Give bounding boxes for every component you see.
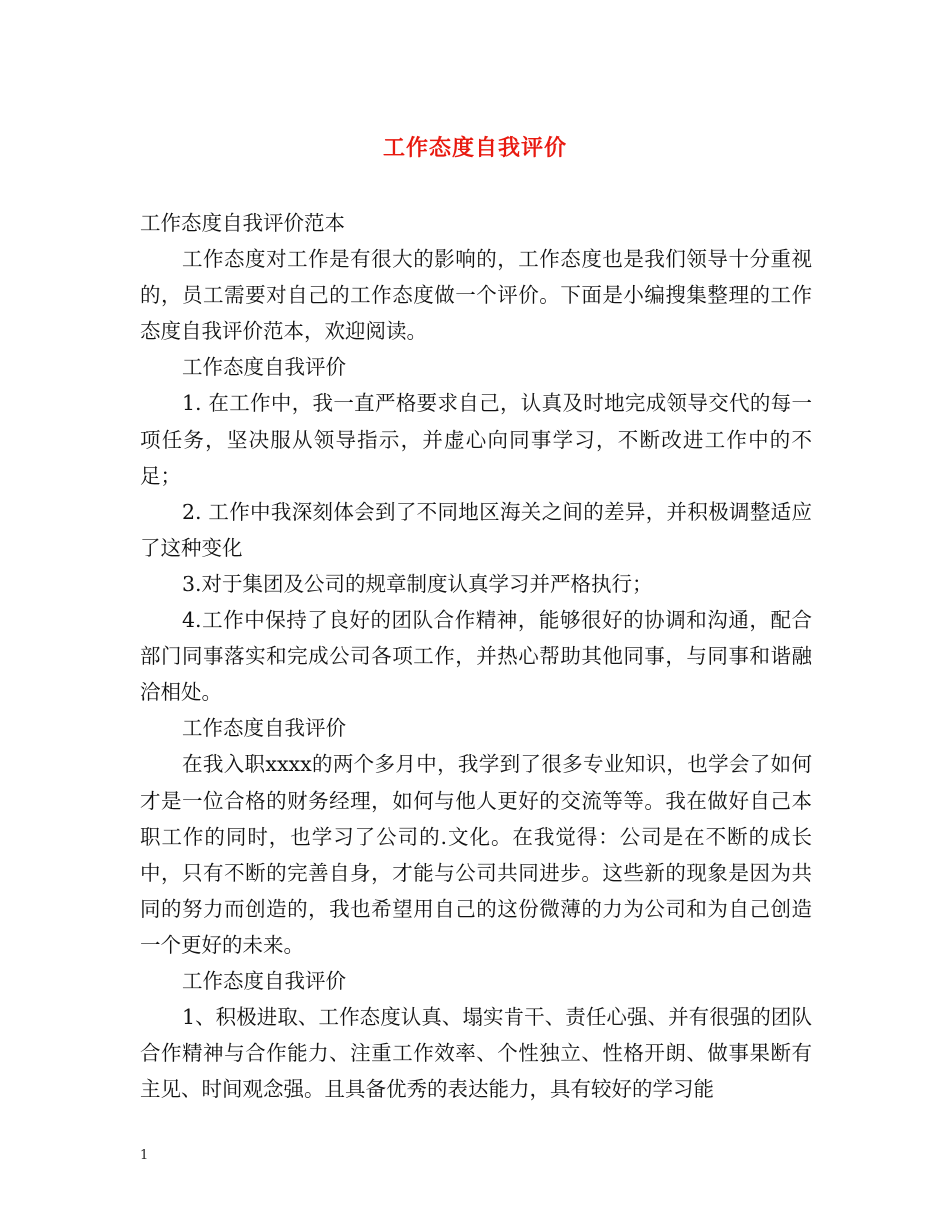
list-item-2: 2. 工作中我深刻体会到了不同地区海关之间的差异，并积极调整适应了这种变化 [140, 499, 812, 560]
document-title: 工作态度自我评价 [382, 135, 567, 161]
list-item-4: 4.工作中保持了良好的团队合作精神，能够很好的协调和沟通，配合部门同事落实和完成公司各项工作，并热心帮助其他同事，与同事和谐融洽相处。 [140, 608, 812, 705]
section-heading-2: 工作态度自我评价 [182, 716, 346, 741]
list-item-1: 1. 在工作中，我一直严格要求自己，认真及时地完成领导交代的每一项任务，坚决服从领导指示，并虚心向同事学习，不断改进工作中的不足； [140, 391, 812, 488]
section-heading-1: 工作态度自我评价 [182, 355, 346, 380]
paragraph-intro: 工作态度对工作是有很大的影响的，工作态度也是我们领导十分重视的，员工需要对自己的工作态度做一个评价。下面是小编搜集整理的工作态度自我评价范本，欢迎阅读。 [140, 247, 812, 344]
section-heading-3: 工作态度自我评价 [182, 968, 346, 993]
list-item-3: 3.对于集团及公司的规章制度认真学习并严格执行； [182, 571, 653, 596]
paragraph-subtitle: 工作态度自我评价范本 [140, 211, 345, 235]
document-body [140, 205, 812, 1107]
paragraph-section-3: 1、积极进取、工作态度认真、塌实肯干、责任心强、并有很强的团队合作精神与合作能力、注重工作效率、个性独立、性格开朗、做事果断有主见、时间观念强。且具备优秀的表达能力，具有较好的学习能 [140, 1005, 812, 1102]
paragraph-section-2: 在我入职xxxx的两个多月中，我学到了很多专业知识，也学会了如何才是一位合格的财务经理，如何与他人更好的交流等等。我在做好自己本职工作的同时，也学习了公司的.文化。在我觉得：公司是在不断的成长中，只有不断的完善自身，才能与公司共同进步。这些新的现象是因为共同的努力而创造的，我也希望用自己的这份微薄的力为公司和为自己创造一个更好的未来。 [140, 752, 812, 957]
page-number: 1 [140, 1148, 149, 1163]
